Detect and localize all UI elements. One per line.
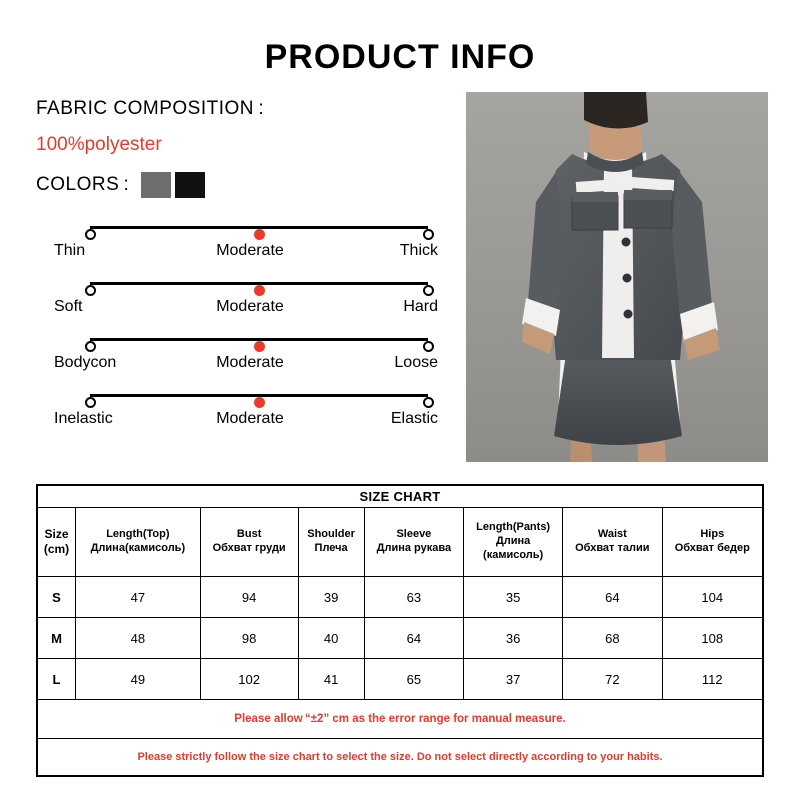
cell-bust: 94 xyxy=(200,577,298,618)
column-header-shoulder: Shoulder Плеча xyxy=(298,508,364,577)
cell-bust: 98 xyxy=(200,618,298,659)
slider-node-left[interactable] xyxy=(85,229,96,240)
cell-length-top: 47 xyxy=(76,577,201,618)
table-row xyxy=(38,618,763,659)
colors-row xyxy=(36,172,446,198)
column-header-hips: Hips Обхват бедер xyxy=(662,508,762,577)
measure-tolerance-note: Please allow “±2” cm as the error range for manual measure. xyxy=(38,700,763,739)
cell-length-pants: 37 xyxy=(464,659,563,700)
slider-elasticity xyxy=(36,384,446,440)
slider-labels xyxy=(54,242,446,264)
cell-sleeve: 63 xyxy=(364,577,464,618)
left-column xyxy=(36,98,446,440)
slider-track xyxy=(90,226,428,229)
slider-node-left[interactable] xyxy=(85,397,96,408)
cell-shoulder: 39 xyxy=(298,577,364,618)
cell-size: S xyxy=(38,577,76,618)
slider-label-left: Bodycon xyxy=(54,354,117,371)
column-header-sleeve: Sleeve Длина рукава xyxy=(364,508,464,577)
slider-label-right: Thick xyxy=(399,242,438,259)
slider-label-left: Soft xyxy=(54,298,83,315)
size-selection-note-row xyxy=(38,739,763,776)
slider-label-left: Inelastic xyxy=(54,410,113,427)
size-selection-note: Please strictly follow the size chart to select the size. Do not select directly according to your habits. xyxy=(38,739,763,776)
color-swatches xyxy=(141,172,209,198)
cell-hips: 104 xyxy=(662,577,762,618)
cell-sleeve: 65 xyxy=(364,659,464,700)
page-title: PRODUCT INFO xyxy=(264,38,536,76)
cell-shoulder: 41 xyxy=(298,659,364,700)
cell-shoulder: 40 xyxy=(298,618,364,659)
cell-bust: 102 xyxy=(200,659,298,700)
cell-length-pants: 36 xyxy=(464,618,563,659)
column-header-bust: Bust Обхват груди xyxy=(200,508,298,577)
slider-label-mid: Moderate xyxy=(216,242,284,259)
slider-label-right: Hard xyxy=(403,298,438,315)
cell-hips: 108 xyxy=(662,618,762,659)
slider-labels xyxy=(54,298,446,320)
slider-thickness xyxy=(36,216,446,272)
slider-labels xyxy=(54,354,446,376)
cell-waist: 72 xyxy=(563,659,662,700)
size-chart xyxy=(36,484,764,777)
slider-labels xyxy=(54,410,446,432)
slider-node-right[interactable] xyxy=(423,285,434,296)
slider-fit xyxy=(36,328,446,384)
cell-size: L xyxy=(38,659,76,700)
column-header-length-pants: Length(Pants) Длина (камисоль) xyxy=(464,508,563,577)
cell-length-top: 49 xyxy=(76,659,201,700)
slider-track xyxy=(90,282,428,285)
product-photo xyxy=(466,92,768,462)
colors-label: COLORS : xyxy=(36,174,130,195)
column-header-size: Size (cm) xyxy=(38,508,76,577)
slider-node-right[interactable] xyxy=(423,397,434,408)
slider-label-left: Thin xyxy=(54,242,86,259)
slider-label-mid: Moderate xyxy=(216,298,284,315)
table-row xyxy=(38,659,763,700)
measure-tolerance-note-row xyxy=(38,700,763,739)
slider-label-mid: Moderate xyxy=(216,354,284,371)
cell-size: M xyxy=(38,618,76,659)
column-header-length-top: Length(Top) Длина(камисоль) xyxy=(76,508,201,577)
slider-label-mid: Moderate xyxy=(216,410,284,427)
column-header-waist: Waist Обхват талии xyxy=(563,508,662,577)
size-chart-title: SIZE CHART xyxy=(38,486,763,508)
slider-node-mid[interactable] xyxy=(254,285,265,296)
slider-track xyxy=(90,338,428,341)
fabric-composition-value: 100%polyester xyxy=(36,134,162,155)
slider-label-right: Elastic xyxy=(390,410,438,427)
slider-track xyxy=(90,394,428,397)
slider-label-right: Loose xyxy=(394,354,438,371)
table-row xyxy=(38,577,763,618)
slider-node-left[interactable] xyxy=(85,285,96,296)
cell-length-pants: 35 xyxy=(464,577,563,618)
slider-softness xyxy=(36,272,446,328)
slider-node-mid[interactable] xyxy=(254,229,265,240)
size-chart-header-row xyxy=(38,508,763,577)
cell-length-top: 48 xyxy=(76,618,201,659)
slider-node-right[interactable] xyxy=(423,229,434,240)
slider-node-right[interactable] xyxy=(423,341,434,352)
slider-node-left[interactable] xyxy=(85,341,96,352)
attribute-sliders xyxy=(36,216,446,440)
color-swatch-grey[interactable] xyxy=(141,172,171,198)
cell-hips: 112 xyxy=(662,659,762,700)
slider-node-mid[interactable] xyxy=(254,397,265,408)
fabric-composition-label: FABRIC COMPOSITION : xyxy=(36,98,265,119)
cell-waist: 68 xyxy=(563,618,662,659)
slider-node-mid[interactable] xyxy=(254,341,265,352)
cell-waist: 64 xyxy=(563,577,662,618)
cell-sleeve: 64 xyxy=(364,618,464,659)
color-swatch-black[interactable] xyxy=(175,172,205,198)
